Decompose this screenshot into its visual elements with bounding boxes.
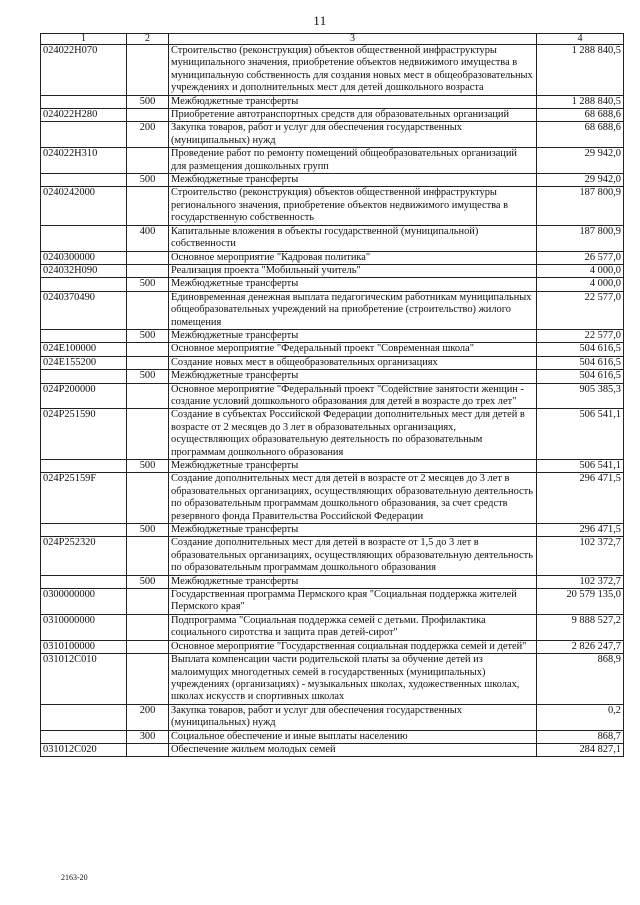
row-description: Создание новых мест в общеобразовательных организациях: [169, 356, 537, 369]
row-amount: 296 471,5: [537, 473, 624, 524]
row-code: [41, 225, 127, 251]
row-code: [41, 460, 127, 473]
row-description: Основное мероприятие "Кадровая политика": [169, 251, 537, 264]
row-code: [41, 278, 127, 291]
row-amount: 1 288 840,5: [537, 95, 624, 108]
row-amount: 26 577,0: [537, 251, 624, 264]
table-row: [41, 704, 624, 730]
row-expense-type: [127, 473, 169, 524]
row-code: 0240300000: [41, 251, 127, 264]
row-code: 031012С010: [41, 654, 127, 705]
row-expense-type: [127, 148, 169, 174]
row-expense-type: 400: [127, 225, 169, 251]
row-code: 0240242000: [41, 187, 127, 225]
row-description: Государственная программа Пермского края "Социальная поддержка жителей Пермского края": [169, 589, 537, 615]
row-expense-type: [127, 45, 169, 96]
row-amount: 284 827,1: [537, 743, 624, 756]
row-amount: 504 616,5: [537, 343, 624, 356]
column-header: 3: [169, 34, 537, 45]
table-row: [41, 730, 624, 743]
row-expense-type: 500: [127, 329, 169, 342]
row-expense-type: [127, 537, 169, 575]
row-expense-type: [127, 187, 169, 225]
row-description: Межбюджетные трансферты: [169, 95, 537, 108]
row-code: [41, 95, 127, 108]
row-description: Межбюджетные трансферты: [169, 460, 537, 473]
table-row: [41, 614, 624, 640]
row-code: 031012С020: [41, 743, 127, 756]
table-row: [41, 640, 624, 653]
row-code: [41, 575, 127, 588]
row-code: [41, 122, 127, 148]
row-expense-type: [127, 264, 169, 277]
row-amount: 187 800,9: [537, 225, 624, 251]
row-code: 0310100000: [41, 640, 127, 653]
row-description: Создание дополнительных мест для детей в возрасте от 1,5 до 3 лет в образовательных организациях, осуществляющих образовательную деятельность по образовательным программам дошкольного образования: [169, 537, 537, 575]
row-description: Закупка товаров, работ и услуг для обеспечения государственных (муниципальных) нужд: [169, 122, 537, 148]
row-amount: 4 000,0: [537, 278, 624, 291]
row-code: [41, 329, 127, 342]
row-code: 024Р25159F: [41, 473, 127, 524]
table-row: [41, 45, 624, 96]
table-header-row: [41, 34, 624, 45]
table-row: [41, 187, 624, 225]
budget-table: [40, 33, 624, 757]
table-row: [41, 575, 624, 588]
row-expense-type: [127, 343, 169, 356]
row-amount: 504 616,5: [537, 356, 624, 369]
row-amount: 102 372,7: [537, 537, 624, 575]
table-row: [41, 148, 624, 174]
table-row: [41, 524, 624, 537]
row-code: [41, 370, 127, 383]
row-code: [41, 730, 127, 743]
row-description: Подпрограмма "Социальная поддержка семей с детьми. Профилактика социального сиротства и защита прав детей-сирот": [169, 614, 537, 640]
row-expense-type: 500: [127, 524, 169, 537]
row-description: Основное мероприятие "Федеральный проект "Содействие занятости женщин - создание условий дошкольного образования для детей в возрасте до трех лет": [169, 383, 537, 409]
row-description: Социальное обеспечение и иные выплаты населению: [169, 730, 537, 743]
table-row: [41, 251, 624, 264]
row-amount: 22 577,0: [537, 291, 624, 329]
row-expense-type: [127, 109, 169, 122]
row-expense-type: [127, 640, 169, 653]
table-row: [41, 278, 624, 291]
row-description: Приобретение автотранспортных средств для образовательных организаций: [169, 109, 537, 122]
table-row: [41, 291, 624, 329]
row-expense-type: 500: [127, 174, 169, 187]
row-expense-type: 500: [127, 460, 169, 473]
row-expense-type: [127, 383, 169, 409]
row-code: 0310000000: [41, 614, 127, 640]
table-row: [41, 654, 624, 705]
row-amount: 2 826 247,7: [537, 640, 624, 653]
row-expense-type: [127, 409, 169, 460]
row-code: 024Е100000: [41, 343, 127, 356]
table-row: [41, 356, 624, 369]
table-row: [41, 409, 624, 460]
table-row: [41, 473, 624, 524]
row-amount: 20 579 135,0: [537, 589, 624, 615]
table-row: [41, 589, 624, 615]
row-description: Строительство (реконструкция) объектов общественной инфраструктуры муниципального значения, приобретение объектов недвижимого имущества в муниципальную собственность для создания новых мест в общеобразовательных учреждениях и дополнительных мест для детей дошкольного возраста: [169, 45, 537, 96]
table-row: [41, 329, 624, 342]
row-description: Межбюджетные трансферты: [169, 370, 537, 383]
row-expense-type: 500: [127, 95, 169, 108]
row-amount: 4 000,0: [537, 264, 624, 277]
row-expense-type: [127, 291, 169, 329]
row-expense-type: [127, 743, 169, 756]
row-amount: 22 577,0: [537, 329, 624, 342]
row-expense-type: 500: [127, 278, 169, 291]
row-code: 024022Н310: [41, 148, 127, 174]
table-row: [41, 122, 624, 148]
page-number: 11: [313, 13, 327, 28]
table-row: [41, 264, 624, 277]
row-amount: 905 385,3: [537, 383, 624, 409]
table-row: [41, 95, 624, 108]
column-header: 4: [537, 34, 624, 45]
row-code: 024022Н280: [41, 109, 127, 122]
row-description: Закупка товаров, работ и услуг для обеспечения государственных (муниципальных) нужд: [169, 704, 537, 730]
row-amount: 506 541,1: [537, 460, 624, 473]
row-description: Реализация проекта "Мобильный учитель": [169, 264, 537, 277]
row-amount: 296 471,5: [537, 524, 624, 537]
row-description: Единовременная денежная выплата педагогическим работникам муниципальных общеобразовательных учреждений на приобретение (строительство) жилого помещения: [169, 291, 537, 329]
row-expense-type: 200: [127, 122, 169, 148]
row-expense-type: [127, 251, 169, 264]
table-row: [41, 109, 624, 122]
row-description: Межбюджетные трансферты: [169, 174, 537, 187]
row-amount: 504 616,5: [537, 370, 624, 383]
table-row: [41, 174, 624, 187]
row-amount: 9 888 527,2: [537, 614, 624, 640]
row-description: Создание в субъектах Российской Федерации дополнительных мест для детей в возрасте от 2 месяцев до 3 лет в образовательных организациях, осуществляющих образовательную деятельность по образовательным программам дошкольного образования: [169, 409, 537, 460]
row-description: Межбюджетные трансферты: [169, 278, 537, 291]
table-row: [41, 343, 624, 356]
row-expense-type: [127, 614, 169, 640]
row-description: Межбюджетные трансферты: [169, 329, 537, 342]
row-description: Обеспечение жильем молодых семей: [169, 743, 537, 756]
row-code: 024Р200000: [41, 383, 127, 409]
row-amount: 868,7: [537, 730, 624, 743]
column-header: 1: [41, 34, 127, 45]
row-description: Основное мероприятие "Федеральный проект "Современная школа": [169, 343, 537, 356]
table-row: [41, 743, 624, 756]
row-code: 0240370490: [41, 291, 127, 329]
row-amount: 29 942,0: [537, 174, 624, 187]
row-amount: 68 688,6: [537, 122, 624, 148]
row-description: Создание дополнительных мест для детей в возрасте от 2 месяцев до 3 лет в образовательных организациях, осуществляющих образовательную деятельность по образовательным программам дошкольного образования, за счет средств резервного фонда Правительства Российской Федерации: [169, 473, 537, 524]
row-code: [41, 704, 127, 730]
document-footer-code: 2163-20: [61, 873, 88, 882]
row-code: [41, 524, 127, 537]
row-description: Капитальные вложения в объекты государственной (муниципальной) собственности: [169, 225, 537, 251]
row-code: 024032Н090: [41, 264, 127, 277]
row-amount: 187 800,9: [537, 187, 624, 225]
row-expense-type: [127, 356, 169, 369]
row-description: Межбюджетные трансферты: [169, 575, 537, 588]
row-code: 024Р251590: [41, 409, 127, 460]
row-code: 024Е155200: [41, 356, 127, 369]
row-description: Основное мероприятие "Государственная социальная поддержка семей и детей": [169, 640, 537, 653]
row-expense-type: 200: [127, 704, 169, 730]
row-amount: 506 541,1: [537, 409, 624, 460]
row-expense-type: 500: [127, 575, 169, 588]
table-row: [41, 383, 624, 409]
row-code: 0300000000: [41, 589, 127, 615]
table-row: [41, 225, 624, 251]
row-amount: 29 942,0: [537, 148, 624, 174]
row-description: Межбюджетные трансферты: [169, 524, 537, 537]
row-code: 024022Н070: [41, 45, 127, 96]
row-description: Строительство (реконструкция) объектов общественной инфраструктуры регионального значения, приобретение объектов недвижимого имущества в государственную собственность: [169, 187, 537, 225]
row-description: Выплата компенсации части родительской платы за обучение детей из малоимущих многодетных семей в государственных (муниципальных) учреждениях (организациях) - музыкальных школах, художественных школах, школах искусств и спортивных школах: [169, 654, 537, 705]
row-amount: 868,9: [537, 654, 624, 705]
row-expense-type: 500: [127, 370, 169, 383]
row-description: Проведение работ по ремонту помещений общеобразовательных организаций для размещения дошкольных групп: [169, 148, 537, 174]
row-code: 024Р252320: [41, 537, 127, 575]
row-expense-type: [127, 654, 169, 705]
row-amount: 68 688,6: [537, 109, 624, 122]
column-header: 2: [127, 34, 169, 45]
row-expense-type: 300: [127, 730, 169, 743]
row-code: [41, 174, 127, 187]
table-row: [41, 370, 624, 383]
row-amount: 1 288 840,5: [537, 45, 624, 96]
table-row: [41, 537, 624, 575]
table-row: [41, 460, 624, 473]
row-expense-type: [127, 589, 169, 615]
row-amount: 102 372,7: [537, 575, 624, 588]
row-amount: 0,2: [537, 704, 624, 730]
